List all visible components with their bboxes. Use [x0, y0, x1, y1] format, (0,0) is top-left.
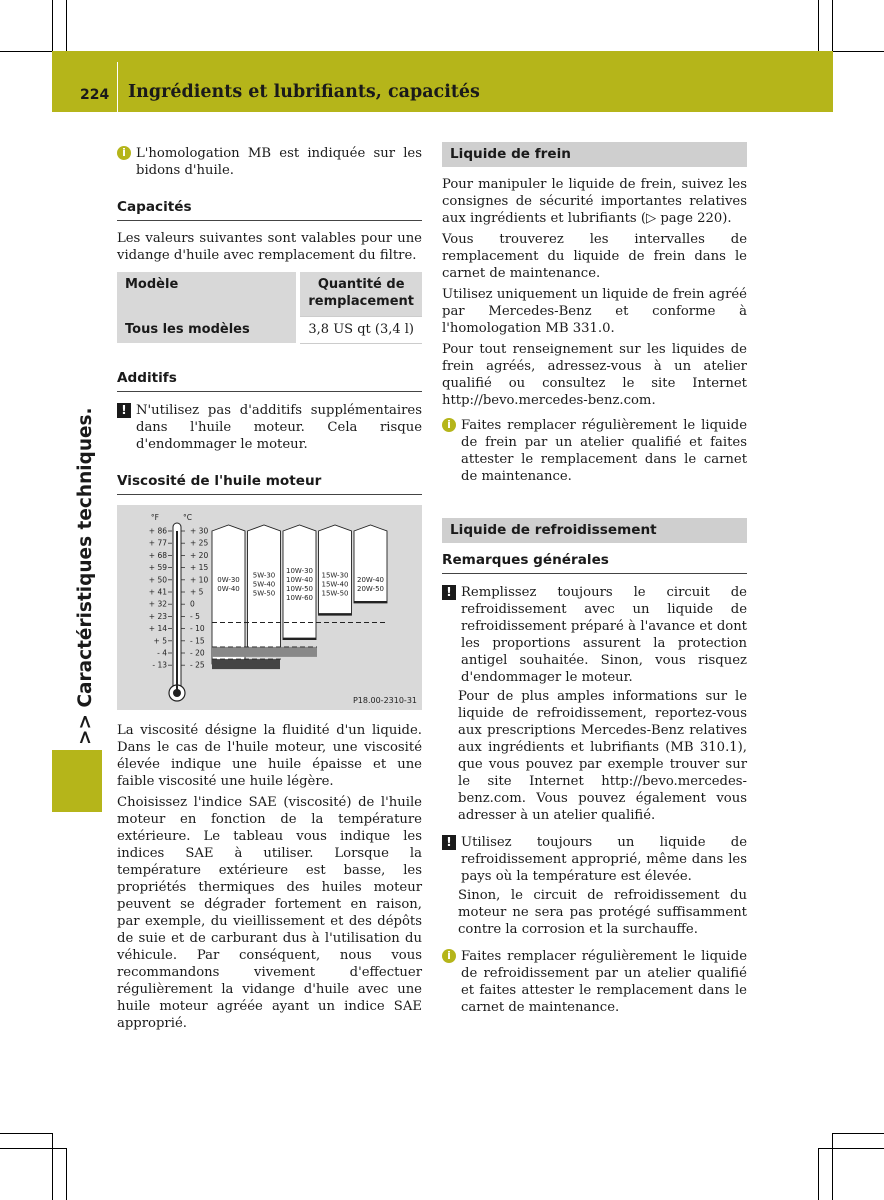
tick-label-c: + 25 — [190, 538, 209, 548]
tick-label-f: + 14 — [148, 623, 167, 633]
crop-mark — [833, 51, 884, 52]
crop-mark — [52, 0, 53, 51]
section-heading-grey: Liquide de refroidissement — [442, 518, 747, 543]
side-tab-text — [77, 407, 94, 745]
warning-text: N'utilisez pas d'additifs supplémentaires dans l'huile moteur. Cela risque d'endommager le moteur. — [136, 402, 422, 452]
paragraph: Pour de plus amples informations sur le liquide de refroidissement, reportez-vous aux prescriptions Mercedes-Benz relatives aux ingrédients et lubrifiants (MB 310.1), que vous pouvez par exemple trouver sur le site Internet http://bevo.mercedes-benz.com. Vous pouvez également vous adresser à un atelier qualifié. — [458, 689, 747, 823]
info-icon: i — [442, 949, 456, 963]
tick-label-f: - 13 — [152, 660, 167, 670]
header-separator — [117, 62, 118, 112]
grade-label: 0W-30 — [217, 575, 240, 584]
tick-label-f: + 68 — [148, 550, 167, 560]
paragraph: Pour manipuler le liquide de frein, suivez les consignes de sécurité importantes relatives aux ingrédients et lubrifiants (▷ page 220). — [442, 177, 747, 226]
tick-label-c: + 15 — [190, 562, 209, 572]
page-title: Ingrédients et lubrifiants, capacités — [128, 82, 480, 102]
warning-note — [442, 584, 747, 686]
tick-label-c: - 25 — [190, 660, 205, 670]
grade-label: 10W-30 — [286, 566, 313, 575]
crop-mark — [818, 1148, 819, 1200]
warning-note — [442, 834, 747, 885]
table-header-row — [117, 272, 422, 316]
grade-label: 20W-40 — [357, 575, 384, 584]
tick-label-f: + 59 — [148, 562, 167, 572]
grade-bar — [212, 525, 245, 664]
section-heading: Capacités — [117, 199, 422, 221]
tick-label-c: - 15 — [190, 635, 205, 645]
section-heading: Additifs — [117, 370, 422, 392]
grade-label: 15W-50 — [321, 589, 349, 597]
table-cell: 3,8 US qt (3,4 l) — [298, 316, 422, 343]
grade-label: 10W-50 — [286, 584, 313, 593]
crop-mark — [0, 1133, 52, 1134]
left-column — [117, 145, 422, 1036]
section-heading-grey: Liquide de frein — [442, 142, 747, 167]
section-heading: Remarques générales — [442, 552, 747, 574]
grade-bar — [319, 525, 352, 615]
crop-mark — [52, 1133, 53, 1200]
crop-mark — [832, 1133, 833, 1200]
tick-label-f: + 77 — [148, 538, 167, 548]
tick-label-f: + 41 — [148, 587, 167, 596]
tick-label-c: + 5 — [190, 587, 204, 596]
warning-icon: ! — [442, 585, 456, 600]
right-column — [442, 142, 747, 1022]
tick-label-c: + 20 — [190, 550, 209, 560]
info-note — [117, 145, 422, 179]
warning-icon: ! — [117, 403, 131, 418]
crop-mark — [832, 0, 833, 51]
tick-label-c: + 30 — [190, 526, 209, 535]
tick-label-f: - 4 — [157, 648, 167, 657]
tick-label-c: 0 — [190, 599, 195, 609]
note-text: L'homologation MB est indiquée sur les bidons d'huile. — [136, 146, 422, 178]
thermometer-column — [176, 531, 178, 691]
crop-mark — [0, 51, 52, 52]
paragraph: Les valeurs suivantes sont valables pour une vidange d'huile avec remplacement du filtre. — [117, 231, 422, 263]
figure-reference: P18.00-2310-31 — [352, 695, 417, 705]
tick-label-c: - 10 — [190, 623, 205, 633]
info-note — [442, 948, 747, 1016]
side-tab-marker — [52, 750, 102, 812]
grade-label: 5W-50 — [252, 589, 276, 597]
tick-label-f: + 32 — [148, 599, 167, 609]
crop-mark — [818, 1148, 884, 1149]
table-header-cell: Modèle — [117, 272, 298, 316]
viscosity-chart — [117, 505, 422, 710]
table-cell: Tous les modèles — [117, 316, 298, 343]
tick-label-f: + 86 — [148, 526, 167, 535]
warning-note — [117, 402, 422, 453]
grade-fill-mid — [212, 646, 317, 656]
paragraph: La viscosité désigne la fluidité d'un liquide. Dans le cas de l'huile moteur, une viscosité élevée indique une huile épaisse et une faible viscosité une huile légère. — [117, 722, 422, 789]
note-text: Faites remplacer régulièrement le liquide de frein par un atelier qualifié et faites attester le remplacement dans le carnet de maintenance. — [461, 418, 747, 484]
grade-label: 0W-40 — [217, 584, 240, 593]
info-icon: i — [442, 418, 456, 432]
grade-label: 10W-60 — [286, 593, 313, 602]
paragraph: Pour tout renseignement sur les liquides de frein agréés, adressez-vous à un atelier qualifié ou consultez le site Internet http://bevo.mercedes-benz.com. — [442, 342, 747, 408]
grade-label: 20W-50 — [357, 584, 384, 593]
crop-mark — [818, 0, 819, 51]
warning-text: Utilisez toujours un liquide de refroidissement approprié, même dans les pays où la température est élevée. — [461, 835, 747, 884]
paragraph: Choisissez l'indice SAE (viscosité) de l'huile moteur en fonction de la température extérieure. Le tableau vous indique les indices SAE à utiliser. Lorsque la température extérieure est basse, les propriétés thermiques des huiles moteur peuvent se dégrader fortement en raison, par exemple, du vieillissement et des dépôts de suie et de carburant dus à l'utilisation du véhicule. Par conséquent, nous vous recommandons vivement d'effectuer régulièrement la vidange d'huile avec une huile moteur agréée ayant un indice SAE approprié. — [117, 794, 422, 1031]
tick-label-f: + 50 — [148, 574, 167, 584]
unit-fahrenheit: °F — [150, 512, 159, 522]
paragraph: Vous trouverez les intervalles de remplacement du liquide de frein dans le carnet de maintenance. — [442, 232, 747, 281]
warning-text: Remplissez toujours le circuit de refroidissement avec un liquide de refroidissement préparé à l'avance et dont les proportions assurent la protection antigel souhaitée. Sinon, vous risquez d'endommager le moteur. — [461, 585, 747, 685]
crop-mark — [66, 1148, 67, 1200]
note-text: Faites remplacer régulièrement le liquide de refroidissement par un atelier qualifié et faites attester le remplacement dans le carnet de maintenance. — [461, 949, 747, 1015]
paragraph: Sinon, le circuit de refroidissement du moteur ne sera pas protégé suffisamment contre la corrosion et la surchauffe. — [458, 888, 747, 937]
grade-fill-dark — [212, 659, 280, 669]
viscosity-chart-svg — [117, 505, 422, 710]
grade-label: 15W-40 — [321, 580, 349, 588]
warning-icon: ! — [442, 835, 456, 850]
tick-label-c: + 10 — [190, 574, 209, 584]
crop-mark — [66, 0, 67, 51]
grade-label: 5W-30 — [252, 571, 276, 579]
capacity-table — [117, 272, 422, 344]
unit-celsius: °C — [183, 512, 192, 522]
info-icon: i — [117, 146, 131, 160]
page-number: 224 — [80, 87, 110, 103]
section-heading: Viscosité de l'huile moteur — [117, 473, 422, 495]
crop-mark — [0, 1148, 66, 1149]
tick-label-c: - 20 — [190, 648, 205, 657]
table-row — [117, 316, 422, 343]
paragraph: Utilisez uniquement un liquide de frein agréé par Mercedes-Benz et conforme à l'homologation MB 331.0. — [442, 287, 747, 336]
grade-label: 15W-30 — [321, 571, 349, 579]
tick-label-c: - 5 — [190, 611, 200, 621]
grade-label: 5W-40 — [252, 580, 276, 588]
tick-label-f: + 5 — [153, 635, 167, 645]
tick-label-f: + 23 — [148, 611, 167, 621]
grade-label: 10W-40 — [286, 575, 313, 584]
table-header-cell: Quantité de remplacement — [298, 272, 422, 316]
side-tab-label: >> Caractéristiques techniques. — [75, 407, 96, 745]
crop-mark — [833, 1133, 884, 1134]
info-note — [442, 417, 747, 485]
